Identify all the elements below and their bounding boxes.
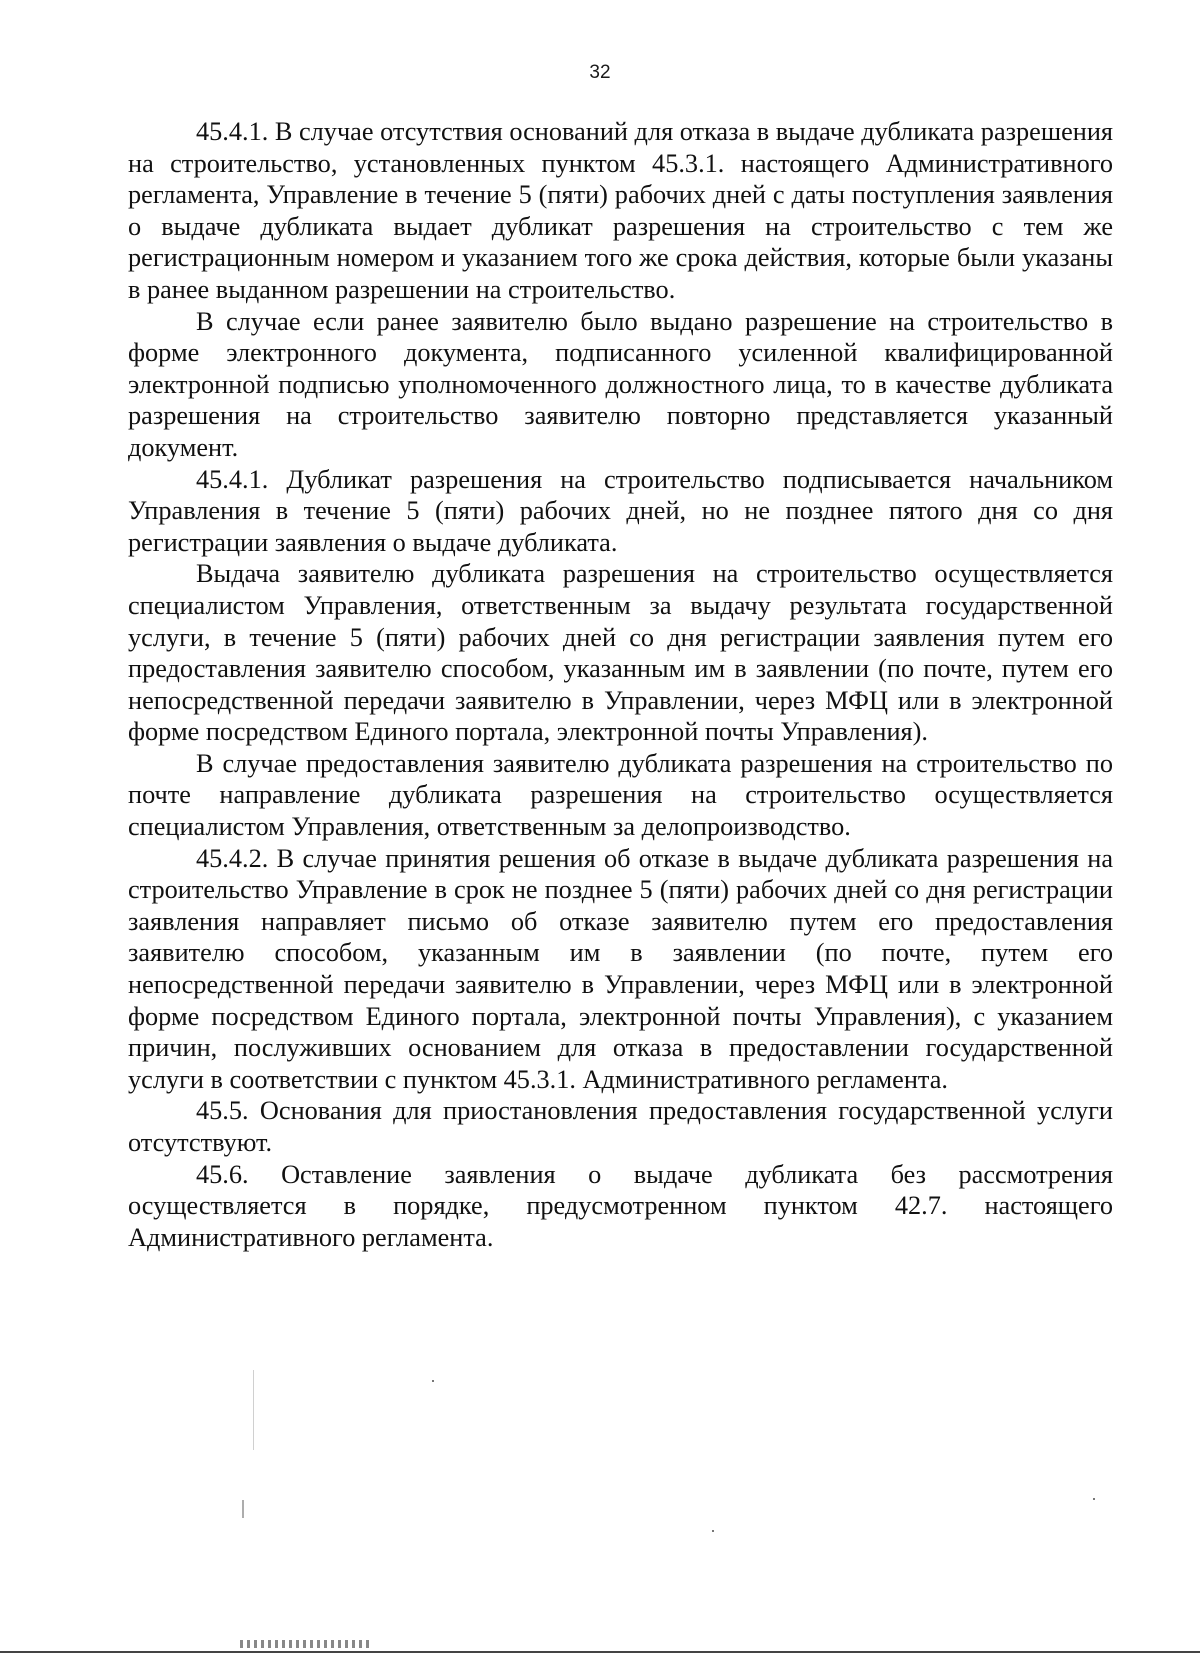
paragraph-45-5: 45.5. Основания для приостановления предоставления государственной услуги отсутствуют. (128, 1096, 1113, 1157)
scan-artifact-dot (712, 1530, 714, 1532)
paragraph-issuance: Выдача заявителю дубликата разрешения на строительство осуществляется специалистом Управления, ответственным за выдачу результата государственной услуги, в течение 5 (пяти) рабочих дней со дня регистрации заявления путем его предоставления заявителю способом, указанным им в заявлении (по почте, путем его непосредственной передачи заявителю в Управлении, через МФЦ или в электронной форме посредством Единого портала, электронной почты Управления). (128, 559, 1113, 747)
document-body (128, 116, 1113, 1253)
paragraph-45-4-2: 45.4.2. В случае принятия решения об отказе в выдаче дубликата разрешения на строительство Управление в срок не позднее 5 (пяти) рабочих дней со дня регистрации заявления направляет письмо об отказе заявителю путем его предоставления заявителю способом, указанным им в заявлении (по почте, путем его непосредственной передачи заявителю в Управлении, через МФЦ или в электронной форме посредством Единого портала, электронной почты Управления), с указанием причин, послуживших основанием для отказа в предоставлении государственной услуги в соответствии с пунктом 45.3.1. Административного регламента. (128, 843, 1113, 1094)
paragraph-postal-delivery: В случае предоставления заявителю дубликата разрешения на строительство по почте направление дубликата разрешения на строительство осуществляется специалистом Управления, ответственным за делопроизводство. (128, 748, 1113, 842)
scan-artifact-tick (242, 1500, 244, 1518)
paragraph-electronic-document: В случае если ранее заявителю было выдано разрешение на строительство в форме электронного документа, подписанного усиленной квалифицированной электронной подписью уполномоченного должностного лица, то в качестве дубликата разрешения на строительство заявителю повторно представляется указанный документ. (128, 306, 1113, 462)
paragraph-45-4-1: 45.4.1. В случае отсутствия оснований для отказа в выдаче дубликата разрешения на строительство, установленных пунктом 45.3.1. настоящего Административного регламента, Управление в течение 5 (пяти) рабочих дней с даты поступления заявления о выдаче дубликата выдает дубликат разрешения на строительство с тем же регистрационным номером и указанием того же срока действия, которые были указаны в ранее выданном разрешении на строительство. (128, 117, 1113, 304)
page-number: 32 (589, 62, 611, 83)
scan-artifact-line (253, 1370, 254, 1450)
page-bottom-edge (0, 1651, 1200, 1653)
paragraph-45-6: 45.6. Оставление заявления о выдаче дубликата без рассмотрения осуществляется в порядке, предусмотренном пунктом 42.7. настоящего Административного регламента. (128, 1159, 1113, 1252)
scan-artifact-dot (1093, 1498, 1095, 1500)
paragraph-45-4-1-signing: 45.4.1. Дубликат разрешения на строительство подписывается начальником Управления в течение 5 (пяти) рабочих дней, но не позднее пятого дня со дня регистрации заявления о выдаче дубликата. (128, 464, 1113, 557)
scan-smudge (240, 1640, 370, 1648)
scan-artifact-dot (432, 1380, 434, 1382)
